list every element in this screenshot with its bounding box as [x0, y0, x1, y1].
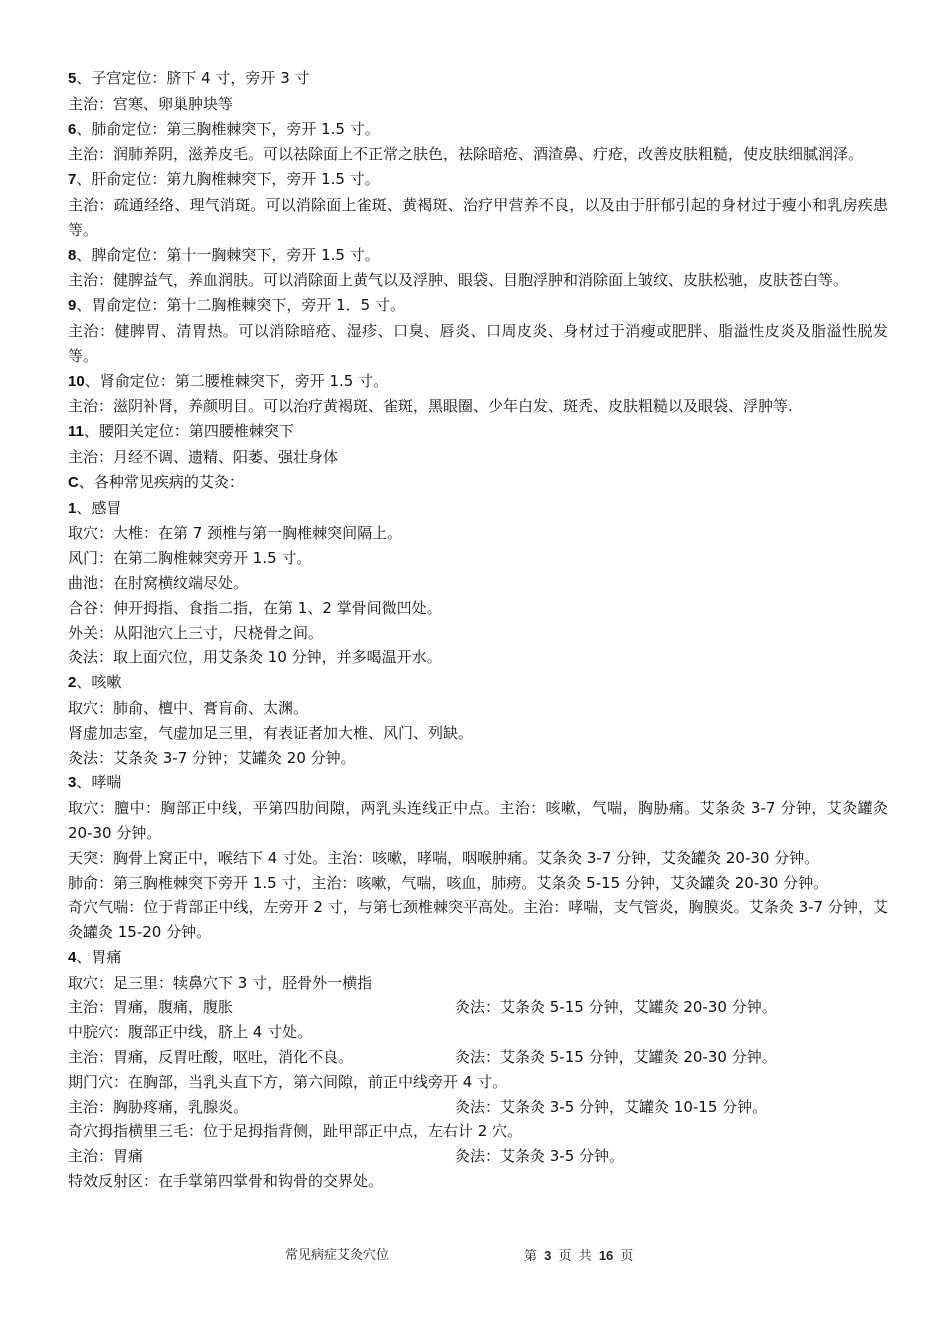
- text-line: 特效反射区：在手掌第四掌骨和钩骨的交界处。: [68, 1172, 384, 1191]
- text-paragraph: 主治：润肺养阴，滋养皮毛。可以祛除面上不正常之肤色，祛除暗疮、酒渣鼻、疔疮，改善皮肤粗糙，使皮肤细腻润泽。: [68, 145, 864, 164]
- document-body: [68, 66, 888, 1194]
- text-line: 肺俞：第三胸椎棘突下旁开 1.5 寸，主治：咳嗽，气喘，咳血，肺痨。艾条灸 5-15 分钟，艾灸罐灸 20-30 分钟。: [68, 873, 829, 892]
- text-line: 取穴：足三里：犊鼻穴下 3 寸，胫骨外一横指: [68, 973, 373, 992]
- text-line: 奇穴拇指横里三毛：位于足拇指背侧，趾甲部正中点，左右计 2 穴。: [68, 1122, 523, 1141]
- text-line: 取穴：大椎：在第 7 颈椎与第一胸椎棘突间隔上。: [68, 524, 403, 543]
- subheading-cold: 1、感冒: [68, 498, 122, 517]
- two-column-row: 主治：胸胁疼痛，乳腺炎。 灸法：艾条灸 3-5 分钟，艾罐灸 10-15 分钟。: [68, 1097, 768, 1116]
- text-line: 天突：胸骨上窝正中，喉结下 4 寸处。主治：咳嗽，哮喘，咽喉肿痛。艾条灸 3-7 分钟，艾灸罐灸 20-30 分钟。: [68, 848, 820, 867]
- heading-item-6: 6、肺俞定位：第三胸椎棘突下，旁开 1.5 寸。: [68, 119, 380, 138]
- subheading-cough: 2、咳嗽: [68, 673, 122, 692]
- text-line: 取穴：肺俞、檀中、膏肓俞、太渊。: [68, 698, 309, 717]
- heading-item-9: 9、胃俞定位：第十二胸椎棘突下，旁开 1．5 寸。: [68, 296, 405, 315]
- text-line: 肾虚加志室，气虚加足三里，有表证者加大椎、风门、列缺。: [68, 723, 474, 742]
- section-heading-c: C、各种常见疾病的艾灸：: [68, 472, 244, 491]
- text-paragraph: 取穴：膻中：胸部正中线，平第四肋间隙，两乳头连线正中点。主治：咳嗽，气喘，胸胁痛。艾条灸 3-7 分钟，艾灸罐灸 20-30 分钟。: [68, 799, 888, 842]
- two-column-row: 主治：胃痛，腹痛，腹胀 灸法：艾条灸 5-15 分钟，艾罐灸 20-30 分钟。: [68, 998, 777, 1017]
- text-paragraph: 主治：健脾胃、清胃热。可以消除暗疮、湿疹、口臭、唇炎、口周皮炎、身材过于消瘦或肥胖、脂溢性皮炎及脂溢性脱发等。: [68, 321, 888, 365]
- two-column-row: 主治：胃痛，反胃吐酸，呕吐，消化不良。 灸法：艾条灸 5-15 分钟，艾罐灸 20-30 分钟。: [68, 1048, 777, 1067]
- text-line: 中脘穴：腹部正中线，脐上 4 寸处。: [68, 1023, 313, 1042]
- text-line: 外关：从阳池穴上三寸，尺桡骨之间。: [68, 623, 324, 642]
- text-line: 灸法：取上面穴位，用艾条灸 10 分钟，并多喝温开水。: [68, 648, 442, 667]
- page-number: 3: [544, 1248, 552, 1263]
- page-total: 16: [598, 1248, 614, 1263]
- text-line: 主治：月经不调、遗精、阳萎、强壮身体: [68, 447, 339, 466]
- text-paragraph: 主治：健脾益气，养血润肤。可以消除面上黄气以及浮肿、眼袋、目胞浮肿和消除面上皱纹、皮肤松驰，皮肤苍白等。: [68, 271, 849, 290]
- text-line: 期门穴：在胸部，当乳头直下方，第六间隙，前正中线旁开 4 寸。: [68, 1072, 508, 1091]
- text-line: 灸法：艾条灸 3-7 分钟；艾罐灸 20 分钟。: [68, 748, 356, 767]
- subheading-stomachache: 4、胃痛: [68, 947, 122, 966]
- heading-item-11: 11、腰阳关定位：第四腰椎棘突下: [68, 422, 294, 441]
- two-column-row: 主治：胃痛 灸法：艾条灸 3-5 分钟。: [68, 1147, 625, 1166]
- text-line: 主治：宫寒、卵巢肿块等: [68, 94, 234, 113]
- text-line: 曲池：在肘窝横纹端尽处。: [68, 573, 249, 592]
- text-line: 风门：在第二胸椎棘突旁开 1.5 寸。: [68, 549, 312, 568]
- heading-item-7: 7、肝俞定位：第九胸椎棘突下，旁开 1.5 寸。: [68, 170, 380, 189]
- heading-item-10: 10、肾俞定位：第二腰椎棘突下，旁开 1.5 寸。: [68, 371, 389, 390]
- subheading-asthma: 3、哮喘: [68, 773, 122, 792]
- heading-item-5: 5、子宫定位：脐下 4 寸，旁开 3 寸: [68, 69, 310, 87]
- text-line: 主治：滋阴补肾，养颜明目。可以治疗黄褐斑、雀斑，黑眼圈、少年白发、斑秃、皮肤粗糙以及眼袋、浮肿等.: [68, 397, 793, 416]
- text-paragraph: 主治：疏通经络、理气消斑。可以消除面上雀斑、黄褐斑、治疗甲营养不良，以及由于肝郁引起的身材过于瘦小和乳房疾患等。: [68, 195, 888, 239]
- text-line: 合谷：伸开拇指、食指二指，在第 1、2 掌骨间微凹处。: [68, 598, 442, 617]
- footer-page-info: 第 3 页 共 16 页: [524, 1248, 634, 1264]
- text-paragraph: 奇穴气喘：位于背部正中线，左旁开 2 寸，与第七颈椎棘突平高处。主治：哮喘，支气管炎，胸膜炎。艾条灸 3-7 分钟，艾灸罐灸 15-20 分钟。: [68, 898, 888, 942]
- footer-doc-title: 常见病症艾灸穴位: [285, 1248, 390, 1263]
- heading-item-8: 8、脾俞定位：第十一胸棘突下，旁开 1.5 寸。: [68, 245, 380, 264]
